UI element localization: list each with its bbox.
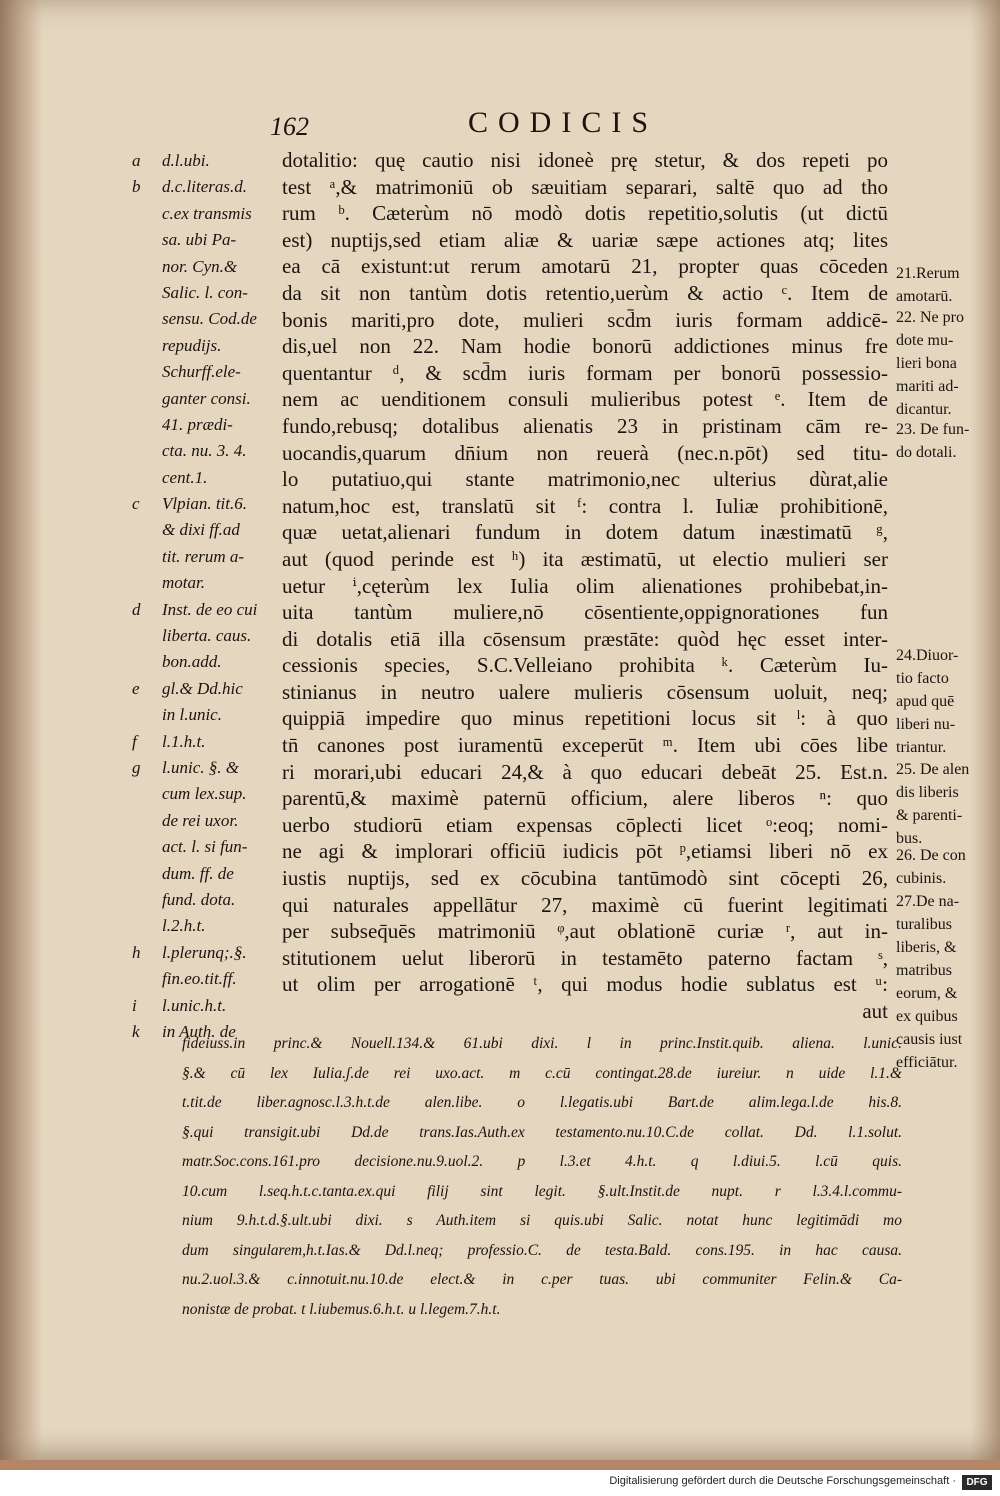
note-marker: e — [132, 678, 140, 698]
text-line: natum,hoc est, translatū sit ᶠ: contra l. Iuliæ prohibitionē, — [282, 493, 888, 518]
page-number: 162 — [270, 112, 309, 141]
text-line: uita tantùm muliere,nō cōsentiente,oppignorationes fun — [282, 600, 888, 625]
note-text: in l.unic. — [162, 705, 222, 725]
margin-note-line — [132, 993, 282, 1019]
sidenote-line: eorum, & — [896, 985, 958, 1002]
sidenote-line: 24.Diuor- — [896, 647, 959, 664]
note-text: d.l.ubi. — [162, 151, 210, 170]
margin-note-line — [132, 412, 282, 438]
margin-note-line — [132, 940, 282, 966]
text-line: da sit non tantùm dotis retentio,uerùm & actio ᶜ. Item de — [282, 280, 888, 305]
margin-note-line — [132, 676, 282, 702]
sidenote — [896, 418, 996, 464]
text-line: uetur ⁱ,cęterùm lex Iulia olim alienationes prohibebat,in- — [282, 573, 888, 598]
text-line: lo putatiuo,qui stante matrimonio,nec ulterius dùrat,alie — [282, 467, 888, 492]
note-text: Salic. l. con- — [162, 282, 248, 302]
note-text: nor. Cyn.& — [162, 256, 238, 276]
note-text: l.unic. §. & — [162, 757, 239, 777]
note-text: Inst. de eo cui — [162, 599, 258, 619]
sidenote — [896, 306, 996, 421]
sidenote-line: 25. De alen — [896, 761, 970, 778]
note-text: sensu. Cod.de — [162, 309, 257, 329]
note-marker: k — [132, 1021, 140, 1041]
note-text: Schurff.ele- — [162, 362, 241, 382]
margin-note-line — [132, 808, 282, 834]
margin-note-line — [132, 333, 282, 359]
margin-note-line — [132, 254, 282, 280]
text-line: quentantur ᵈ, & scd̄m iuris formam per bonorū possessio- — [282, 360, 888, 385]
sidenote-line: 26. De con — [896, 847, 966, 864]
footnote-line: nu.2.uol.3.& c.innotuit.nu.10.de elect.& in c.per tuas. ubi communiter Felin.& Ca- — [182, 1271, 902, 1288]
text-line: tn̄ canones post iuramentū exceperūt ᵐ. Item ubi cōes libe — [282, 733, 888, 758]
text-line: dis,uel non 22. Nam hodie bonorū addictiones minus fre — [282, 334, 888, 359]
margin-note-line — [132, 148, 282, 174]
margin-note-line — [132, 386, 282, 412]
text-line: parentū,& maximè paternū officium, alere liberos ⁿ: quo — [282, 786, 888, 811]
margin-note-line — [132, 781, 282, 807]
footnote-line: t.tit.de liber.agnosc.l.3.h.t.de alen.libe. o l.legatis.ubi Bart.de alim.lega.l.de his.8. — [182, 1094, 902, 1111]
margin-note-line — [132, 280, 282, 306]
note-text: act. l. si fun- — [162, 837, 248, 857]
note-marker: g — [132, 757, 141, 777]
page-header — [0, 106, 1000, 142]
note-text: de rei uxor. — [162, 810, 239, 830]
margin-note-line — [132, 491, 282, 517]
sidenote — [896, 758, 996, 850]
note-text: cent.1. — [162, 467, 208, 487]
margin-note-line — [132, 517, 282, 543]
text-line: di dotalis etiā illa cōsensum præstāte: quòd hęc esset inter- — [282, 626, 888, 651]
note-marker: d — [132, 599, 141, 619]
note-text: gl.& Dd.hic — [162, 678, 243, 698]
text-line: aut (quod perinde est ʰ) ita æstimatū, ut electio mulieri ser — [282, 546, 888, 571]
note-text: c.ex transmis — [162, 203, 252, 223]
footnote-line: nium 9.h.t.d.§.ult.ubi dixi. s Auth.item si quis.ubi Salic. notat hunc legitimādi mo — [182, 1212, 902, 1229]
text-line: nem ac uenditionem consuli mulieribus potest ᵉ. Item de — [282, 387, 888, 412]
margin-note-line — [132, 570, 282, 596]
note-text: cta. nu. 3. 4. — [162, 441, 247, 461]
margin-note-line — [132, 966, 282, 992]
text-line: dotalitio: quę cautio nisi idoneè prę stetur, & dos repeti po — [282, 148, 888, 172]
note-marker: b — [132, 177, 141, 197]
note-text: dum. ff. de — [162, 863, 234, 883]
running-title: CODICIS — [468, 106, 659, 139]
text-line: rum ᵇ. Cæterùm nō modò dotis repetitio,solutis (ut dictū — [282, 201, 888, 226]
margin-note-line — [132, 623, 282, 649]
note-text: bon.add. — [162, 652, 222, 672]
dfg-credit-text: Digitalisierung gefördert durch die Deutsche Forschungsgemeinschaft · — [609, 1475, 956, 1487]
sidenote-line: mariti ad- — [896, 378, 959, 395]
text-line: cessionis species, S.C.Velleiano prohibita ᵏ. Cæterùm Iu- — [282, 653, 888, 678]
margin-note-line — [132, 755, 282, 781]
text-line: bonis mariti,pro dote, mulieri scd̄m iuris formam addicē- — [282, 307, 888, 332]
sidenote-line: bus. — [896, 830, 923, 847]
text-line: quæ uetat,alienari fundum in dotem datum inæstimatū ᵍ, — [282, 520, 888, 545]
sidenote-line: matribus — [896, 962, 952, 979]
note-marker: a — [132, 151, 141, 170]
footnote-line: matr.Soc.cons.161.pro decisione.nu.9.uol.2. p l.3.et 4.h.t. q l.diui.5. l.cū quis. — [182, 1153, 902, 1170]
note-text: liberta. caus. — [162, 626, 252, 646]
text-line: qui naturales appellātur 27, maximè cū fuerint legitimati — [282, 892, 888, 917]
margin-note-line — [132, 861, 282, 887]
text-line: per subseq̄uēs matrimoniū ᵠ,aut oblationē curiæ ʳ, aut in- — [282, 919, 888, 944]
dfg-logo: DFG — [962, 1475, 992, 1490]
note-text: in Auth. de — [162, 1021, 236, 1041]
text-line: est) nuptijs,sed etiam aliæ & uariæ sæpe actiones atq; lites — [282, 227, 888, 252]
text-line: quippiā impedire quo minus repetitioni locus sit ˡ: à quo — [282, 706, 888, 731]
main-text-column — [282, 147, 888, 1025]
text-line: ri morari,ubi educari 24,& à quo educari debeāt 25. Est.n. — [282, 759, 888, 784]
sidenote-line: efficiātur. — [896, 1054, 958, 1071]
note-text: sa. ubi Pa- — [162, 230, 237, 250]
sidenote-line: 22. Ne pro — [896, 309, 964, 326]
sidenote — [896, 262, 996, 308]
note-text: motar. — [162, 573, 205, 593]
margin-note-line — [132, 306, 282, 332]
text-line: uerbo studiorū etiam expensas cōplecti licet ᵒ:eoq; nomi- — [282, 812, 888, 837]
note-marker: i — [132, 995, 137, 1015]
note-text: fund. dota. — [162, 889, 236, 909]
sidenote — [896, 890, 996, 1074]
margin-note-line — [132, 597, 282, 623]
digitization-credit-bar — [0, 1470, 1000, 1496]
footnote-line: nonistæ de probat. t l.iubemus.6.h.t. u l.legem.7.h.t. — [182, 1300, 501, 1318]
text-line: aut — [862, 999, 888, 1023]
sidenote-line: cubinis. — [896, 870, 947, 887]
sidenote-line: dis liberis — [896, 784, 959, 801]
note-text: tit. rerum a- — [162, 546, 245, 566]
note-text: l.unic.h.t. — [162, 995, 227, 1015]
margin-note-line — [132, 729, 282, 755]
sidenote-line: turalibus — [896, 916, 952, 933]
sidenote-line: causis iust — [896, 1031, 963, 1048]
footnotes-block — [182, 1029, 902, 1324]
note-text: Vlpian. tit.6. — [162, 494, 247, 514]
margin-note-line — [132, 649, 282, 675]
margin-note-line — [132, 201, 282, 227]
text-line: test ᵃ,& matrimoniū ob sæuitiam separari, saltē quo ad tho — [282, 174, 888, 199]
sidenote-line: 21.Rerum — [896, 265, 960, 282]
margin-note-line — [132, 227, 282, 253]
text-line: uocandis,quarum dn̄ium non reuerà (nec.n.pōt) sed titu- — [282, 440, 888, 465]
margin-note-line — [132, 359, 282, 385]
sidenote-line: liberis, & — [896, 939, 957, 956]
note-marker: c — [132, 494, 140, 514]
note-text: repudijs. — [162, 335, 222, 355]
sidenote-line: triantur. — [896, 739, 947, 756]
note-marker: h — [132, 942, 141, 962]
page-gutter-shadow — [0, 0, 42, 1460]
text-line: ut olim per arrogationē ᵗ, qui modus hodie sublatus est ᵘ: — [282, 972, 888, 997]
footnote-line: dum singularem,h.t.Ias.& Dd.l.neq; professio.C. de testa.Bald. cons.195. in hac causa. — [182, 1241, 902, 1259]
note-marker: f — [132, 731, 137, 751]
sidenote-line: ex quibus — [896, 1008, 958, 1025]
footnote-line: §.qui transigit.ubi Dd.de trans.Ias.Auth.ex testamento.nu.10.C.de collat. Dd. l.1.solut. — [182, 1123, 902, 1141]
sidenote-line: dote mu- — [896, 332, 954, 349]
sidenote-line: tio facto — [896, 670, 949, 687]
text-line: stinianus in neutro ualere mulieris cōsensum uoluit, neq; — [282, 679, 888, 704]
note-text: cum lex.sup. — [162, 784, 247, 804]
footnote-line: fideiuss.in princ.& Nouell.134.& 61.ubi dixi. l in princ.Instit.quib. aliena. l.unic. — [182, 1035, 902, 1052]
margin-note-line — [132, 174, 282, 200]
text-line: stitutionem uelut liberorū in testamēto paterno factam ˢ, — [282, 945, 888, 970]
sidenote-line: do dotali. — [896, 444, 957, 461]
sidenote-line: liberi nu- — [896, 716, 956, 733]
margin-note-line — [132, 438, 282, 464]
note-text: d.c.literas.d. — [162, 177, 247, 197]
margin-note-line — [132, 887, 282, 913]
sidenote-line: lieri bona — [896, 355, 957, 372]
margin-note-line — [132, 913, 282, 939]
left-margin-notes — [132, 148, 282, 1045]
sidenote-line: 23. De fun- — [896, 421, 970, 438]
note-text: 41. prædi- — [162, 414, 233, 434]
text-line: ea cā existunt:ut rerum amotarū 21, propter quas cōceden — [282, 254, 888, 279]
sidenote — [896, 644, 996, 759]
margin-note-line — [132, 702, 282, 728]
text-line: ne agi & implorari officiū iudicis pōt ᵖ,etiamsi liberi nō ex — [282, 839, 888, 864]
note-text: & dixi ff.ad — [162, 520, 240, 540]
note-text: fin.eo.tit.ff. — [162, 969, 237, 989]
sidenote-line: dicantur. — [896, 401, 952, 418]
note-text: l.plerunq;.§. — [162, 942, 247, 962]
note-text: l.1.h.t. — [162, 731, 206, 751]
footnote-line: §.& cū lex Iulia.ʃ.de rei uxo.act. m c.cū contingat.28.de iureiur. n uide l.1.& — [182, 1064, 902, 1082]
text-line: fundo,rebusq; dotalibus alienatis 23 in pristinam cām re- — [282, 413, 888, 438]
sidenote-line: & parenti- — [896, 807, 963, 824]
margin-note-line — [132, 465, 282, 491]
note-text: l.2.h.t. — [162, 916, 206, 936]
text-line: iustis nuptijs, sed ex cōcubina tantūmodò sint cōcepti 26, — [282, 866, 888, 891]
margin-note-line — [132, 834, 282, 860]
sidenote-line: 27.De na- — [896, 893, 960, 910]
sidenote-line: amotarū. — [896, 288, 953, 305]
note-text: ganter consi. — [162, 388, 251, 408]
sidenote — [896, 844, 996, 890]
margin-note-line — [132, 544, 282, 570]
footnote-line: 10.cum l.seq.h.t.c.tanta.ex.qui filij sint legit. §.ult.Instit.de nupt. r l.3.4.l.commu- — [182, 1182, 902, 1200]
sidenote-line: apud quē — [896, 693, 955, 710]
